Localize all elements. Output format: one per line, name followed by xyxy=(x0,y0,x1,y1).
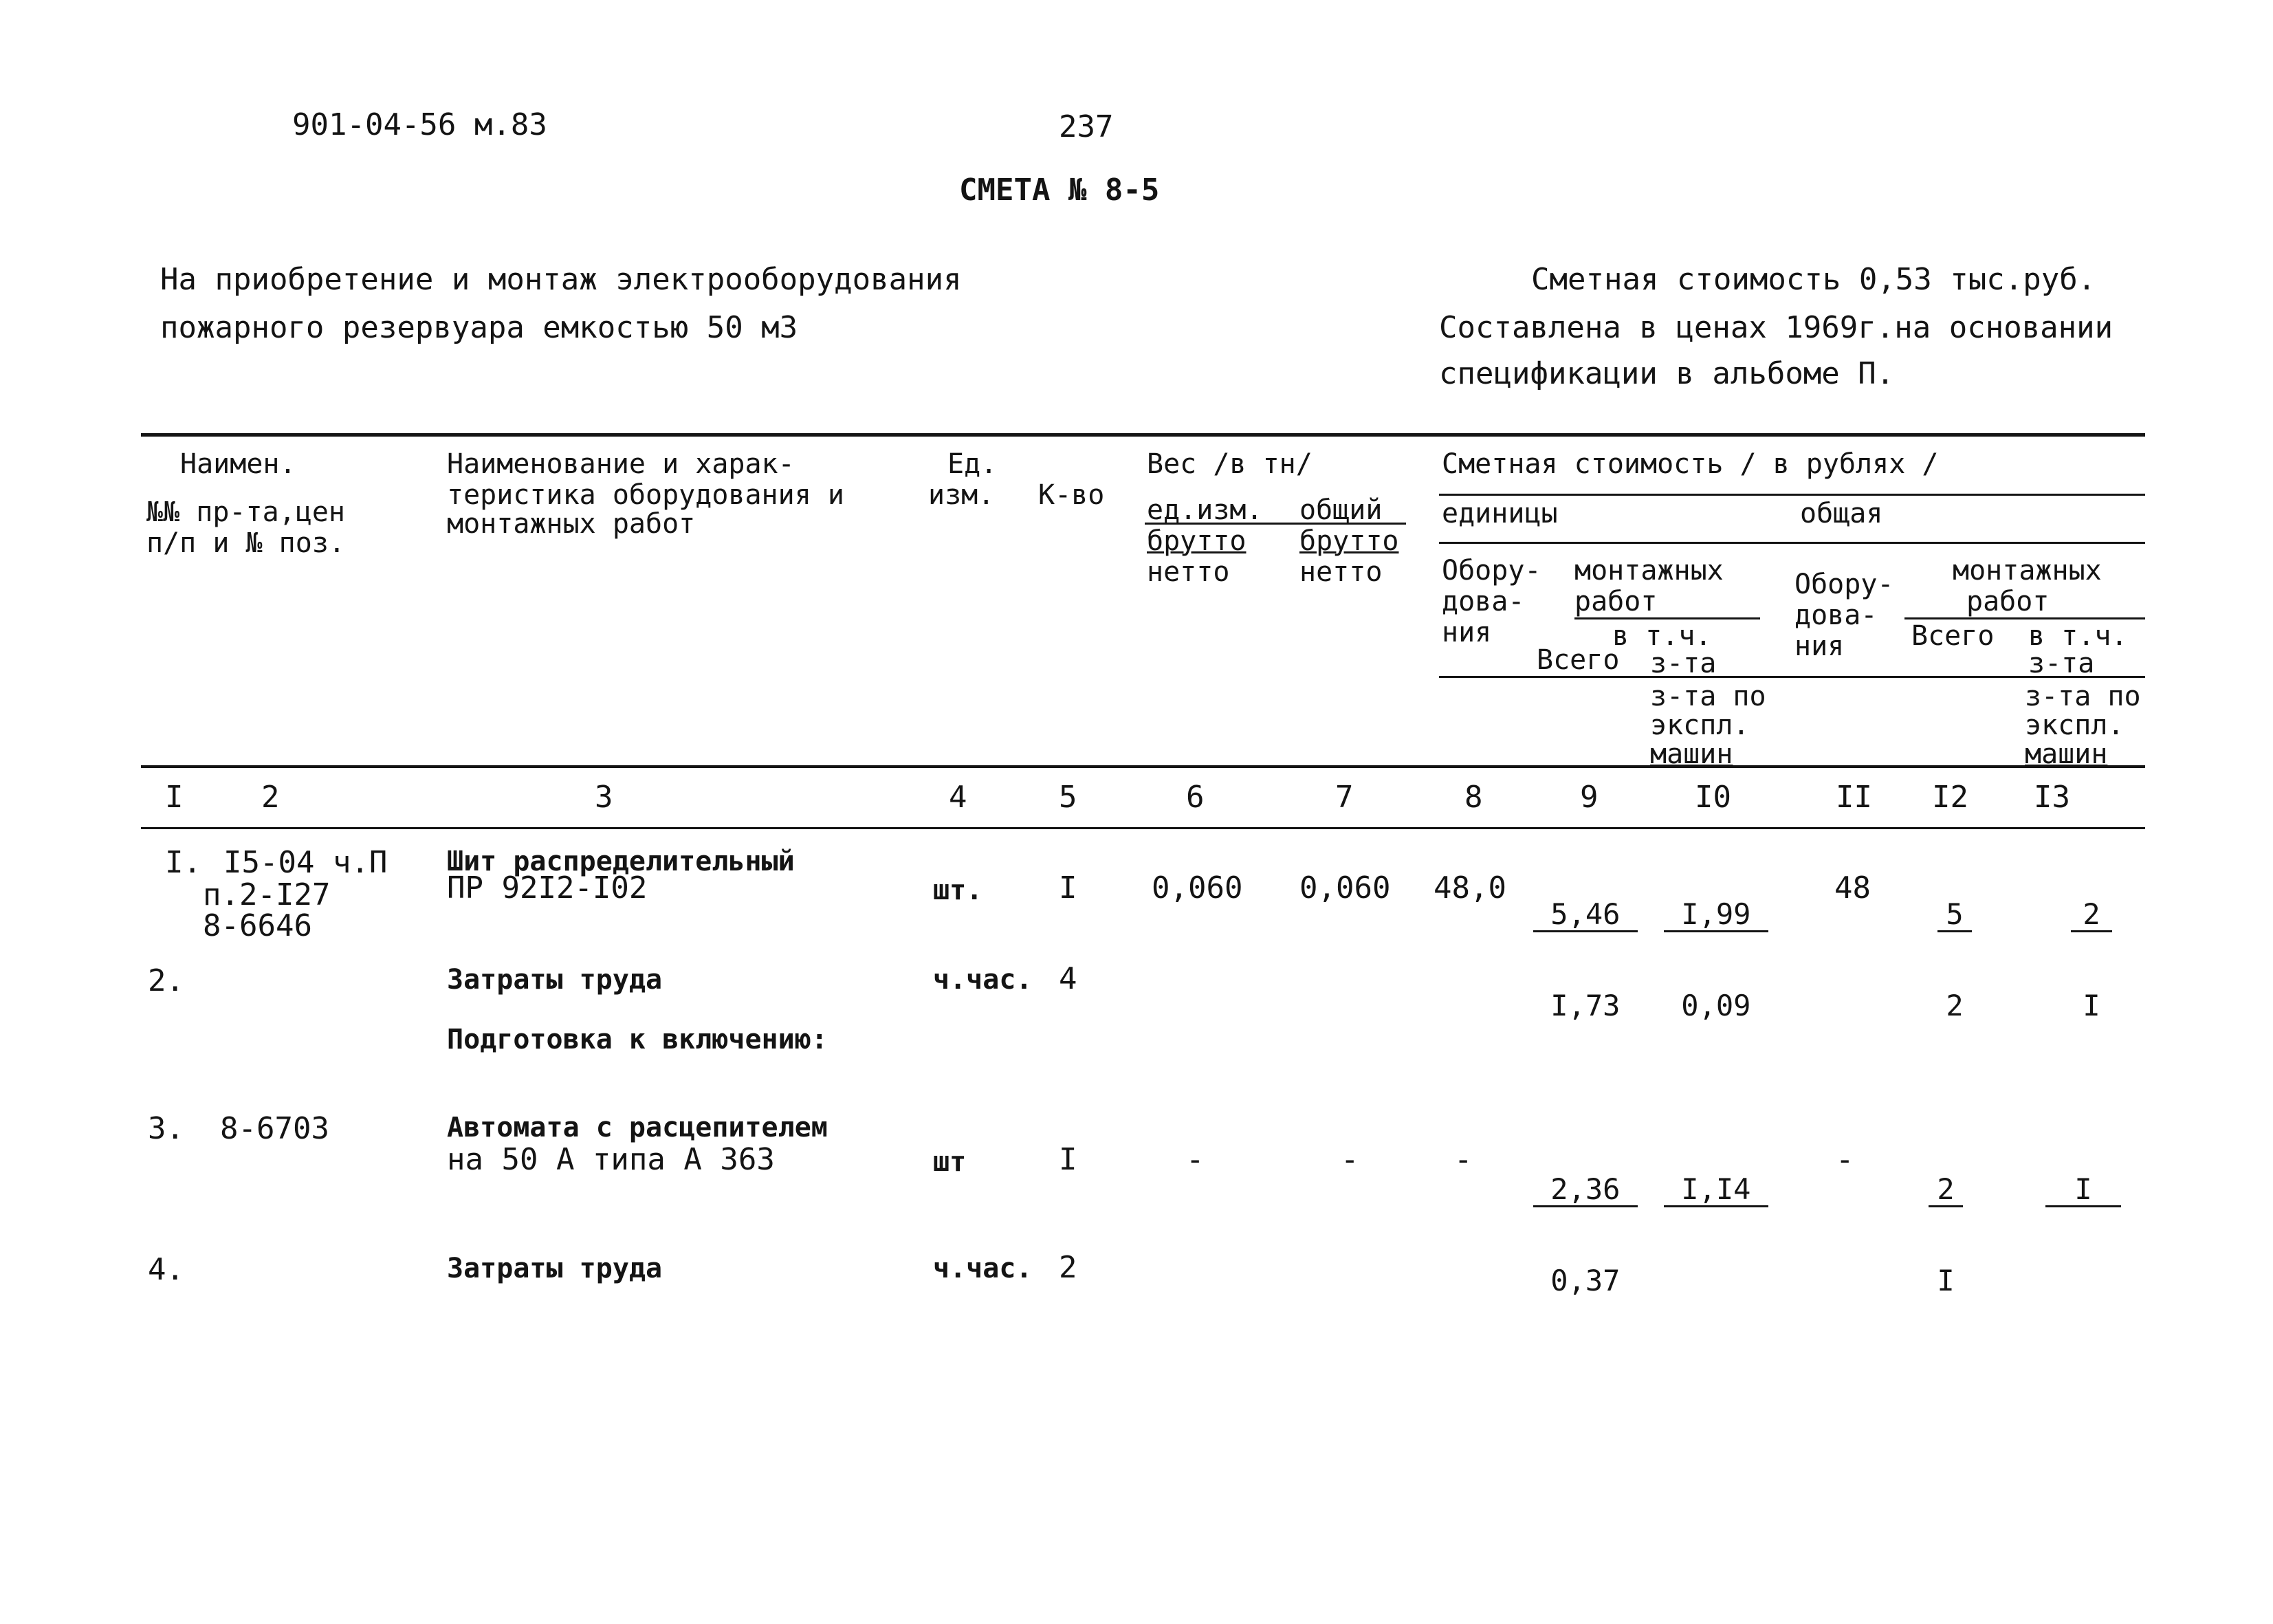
row-unit: шт. xyxy=(933,875,983,906)
row-name: Автомата с расцепителем xyxy=(447,1112,828,1143)
weight-unit-netto: нетто xyxy=(1147,556,1230,588)
vsego-header: Всего xyxy=(1537,644,1620,676)
row-name: Шит распределительный xyxy=(447,846,795,877)
description-right-line3: спецификации в альбоме П. xyxy=(1439,356,1895,391)
equip2-header-c: ния xyxy=(1794,630,1845,662)
row-code-line2: п.2-I27 xyxy=(203,877,331,912)
doc-code: 901-04-56 м.83 xyxy=(292,107,547,142)
vsego2-header: Всего xyxy=(1911,620,1995,652)
row-number: I. xyxy=(165,845,201,880)
row-install-total-fraction xyxy=(1533,1117,1638,1353)
description-left-line2: пожарного резервуара емкостью 50 м3 xyxy=(160,310,798,345)
row-equip-total: 48 xyxy=(1834,870,1871,906)
col3-header-b: теристика оборудования и xyxy=(447,479,844,511)
col4-header-a: Ед. xyxy=(947,448,998,480)
weight-title: Вес /в тн/ xyxy=(1147,448,1313,480)
install-header-a: монтажных xyxy=(1574,555,1724,586)
description-right-line1: Сметная стоимость 0,53 тыс.руб. xyxy=(1531,262,2096,297)
fraction-top: I xyxy=(2045,1175,2121,1207)
unit-cost-header: единицы xyxy=(1442,498,1558,529)
row-zta-fraction xyxy=(1664,1117,1768,1265)
install2-header-b: работ xyxy=(1966,586,2050,617)
col3-header-c: монтажных работ xyxy=(447,508,696,540)
col1-header-a: Наимен. xyxy=(180,448,296,480)
column-number-2: 2 xyxy=(261,780,280,815)
col5-header: К-во xyxy=(1038,479,1105,511)
row-equip-cost: - xyxy=(1454,1142,1473,1177)
row-code: 8-6703 xyxy=(220,1111,329,1146)
fraction-top: I,99 xyxy=(1664,900,1768,932)
table-top-rule xyxy=(141,433,2145,437)
row-install2-fraction xyxy=(1929,1117,1963,1353)
cost-title-rule xyxy=(1439,494,2145,496)
column-number-5: 5 xyxy=(1059,780,1077,815)
install-header-b: работ xyxy=(1574,586,1658,617)
column-number-7: 7 xyxy=(1335,780,1354,815)
equip-header-c: ния xyxy=(1442,617,1492,648)
column-number-11: II xyxy=(1836,780,1872,815)
equip2-header-a: Обору- xyxy=(1794,569,1894,600)
fraction-bottom: 2 xyxy=(1946,989,1964,1022)
column-numbers-rule xyxy=(141,827,2145,829)
equip-header-a: Обору- xyxy=(1442,555,1541,586)
fraction-top: 2,36 xyxy=(1533,1175,1638,1207)
weight-unit-header: ед.изм. xyxy=(1147,494,1263,526)
col1-header-c: п/п и № поз. xyxy=(146,527,345,559)
row-install2-fraction xyxy=(1937,842,1972,1078)
fraction-bottom: 0,09 xyxy=(1681,989,1751,1022)
install-rule xyxy=(1574,617,1760,619)
col4-header-b: изм. xyxy=(928,479,995,511)
column-number-1: I xyxy=(165,780,184,815)
weight-total-netto: нетто xyxy=(1299,556,1383,588)
column-number-9: 9 xyxy=(1580,780,1599,815)
zta-mach-header-a: з-та по xyxy=(1650,681,1766,712)
description-right-line2: Составлена в ценах 1969г.на основании xyxy=(1439,310,2113,345)
row-code: I5-04 ч.П xyxy=(223,845,388,880)
cost-title: Сметная стоимость / в рублях / xyxy=(1442,448,1939,480)
header-bottom-rule xyxy=(141,765,2145,768)
row-qty: 2 xyxy=(1059,1250,1077,1285)
install2-header-a: монтажных xyxy=(1953,555,2102,586)
equip2-header-b: дова- xyxy=(1794,600,1878,631)
row-number: 2. xyxy=(148,963,184,998)
fraction-bottom: I xyxy=(1937,1264,1955,1297)
row-number: 3. xyxy=(148,1111,184,1146)
row-weight-total: 0,060 xyxy=(1299,870,1391,906)
row-unit: шт xyxy=(933,1146,967,1178)
row-unit: ч.час. xyxy=(933,964,1033,996)
zta-header: з-та xyxy=(1650,648,1717,679)
col3-header-a: Наименование и харак- xyxy=(447,448,795,480)
page-number: 237 xyxy=(1059,109,1114,144)
equip-header-b: дова- xyxy=(1442,586,1525,617)
fraction-top: 5,46 xyxy=(1533,900,1638,932)
row-qty: 4 xyxy=(1059,961,1077,996)
fraction-top: I,I4 xyxy=(1664,1175,1768,1207)
weight-total-brutto: брутто xyxy=(1299,525,1399,557)
row-unit: ч.час. xyxy=(933,1253,1033,1284)
fraction-bottom: I xyxy=(2083,989,2100,1022)
col1-header-b: №№ пр-та,цен xyxy=(146,496,345,528)
row-weight-total: - xyxy=(1341,1142,1359,1177)
row-qty: I xyxy=(1059,870,1077,906)
total-cost-header: общая xyxy=(1800,498,1883,529)
row-number: 4. xyxy=(148,1252,184,1287)
zta-mach-header-c: машин xyxy=(1650,738,1733,770)
row-weight-unit: - xyxy=(1186,1142,1205,1177)
fraction-top: 5 xyxy=(1937,900,1972,932)
column-number-12: I2 xyxy=(1932,780,1968,815)
row-equip-total: - xyxy=(1836,1142,1854,1177)
zta-mach2-header-c: машин xyxy=(2025,738,2108,770)
unit-total-rule xyxy=(1439,542,2145,544)
row-name: Затраты труда xyxy=(447,1253,663,1284)
row-name: Затраты труда xyxy=(447,964,663,996)
fraction-bottom: 0,37 xyxy=(1550,1264,1621,1297)
fraction-top: 2 xyxy=(1929,1175,1963,1207)
row-weight-unit: 0,060 xyxy=(1152,870,1243,906)
row-name-line2: ПР 92I2-I02 xyxy=(447,870,648,906)
row-equip-cost: 48,0 xyxy=(1434,870,1506,906)
row-qty: I xyxy=(1059,1142,1077,1177)
zta-mach2-header-a: з-та по xyxy=(2025,681,2141,712)
column-number-13: I3 xyxy=(2034,780,2070,815)
incl-header: в т.ч. xyxy=(1612,620,1712,652)
column-number-3: 3 xyxy=(595,780,613,815)
incl2-header: в т.ч. xyxy=(2028,620,2128,652)
page-title: СМЕТА № 8-5 xyxy=(959,173,1160,208)
description-left-line1: На приобретение и монтаж электрооборудования xyxy=(160,262,962,297)
section-subheading: Подготовка к включению: xyxy=(447,1024,828,1055)
zta2-header: з-та xyxy=(2028,648,2095,679)
column-number-4: 4 xyxy=(949,780,967,815)
install2-rule xyxy=(1904,617,2145,619)
row-install-total-fraction xyxy=(1533,842,1638,1078)
row-code-line3: 8-6646 xyxy=(203,908,312,943)
column-number-6: 6 xyxy=(1186,780,1205,815)
row-zta-fraction xyxy=(1664,842,1768,1078)
column-number-8: 8 xyxy=(1464,780,1483,815)
zta-mach-header-b: экспл. xyxy=(1650,710,1750,741)
column-number-10: I0 xyxy=(1695,780,1731,815)
fraction-bottom: I,73 xyxy=(1550,989,1621,1022)
row-name-line2: на 50 А типа А 363 xyxy=(447,1142,775,1177)
weight-unit-brutto: брутто xyxy=(1147,525,1247,557)
row-zta2-fraction xyxy=(2045,1117,2121,1265)
fraction-top: 2 xyxy=(2071,900,2112,932)
zta-mach2-header-b: экспл. xyxy=(2025,710,2124,741)
row-zta2-fraction xyxy=(2071,842,2112,1078)
weight-total-header: общий xyxy=(1299,494,1383,526)
